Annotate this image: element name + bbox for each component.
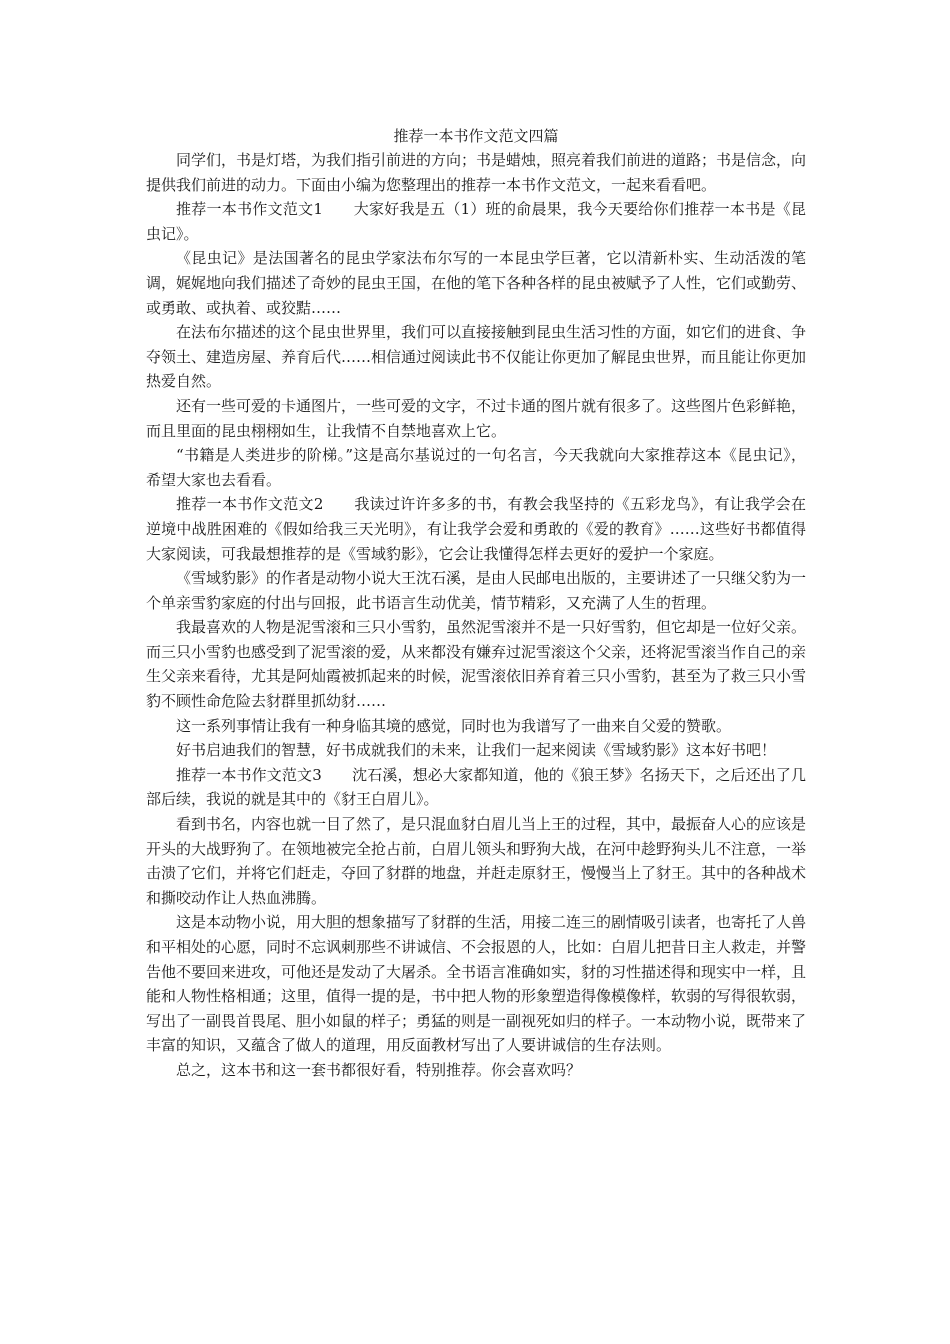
paragraph: 还有一些可爱的卡通图片，一些可爱的文字，不过卡通的图片就有很多了。这些图片色彩鲜艳，而且里面的昆虫栩栩如生，让我情不自禁地喜欢上它。 xyxy=(146,396,807,440)
paragraph: 这是本动物小说，用大胆的想象描写了豺群的生活，用接二连三的剧情吸引读者，也寄托了人兽和平相处的心愿，同时不忘讽刺那些不讲诚信、不会报恩的人，比如：白眉儿把昔日主人救走，并警告他不要回来进攻，可他还是发动了大屠杀。全书语言准确如实，豺的习性描述得和现实中一样，且能和人物性格相通；这里，值得一提的是，书中把人物的形象塑造得像模像样，软弱的写得很软弱，写出了一副畏首畏尾、胆小如鼠的样子；勇猛的则是一副视死如归的样子。一本动物小说，既带来了丰富的知识，又蕴含了做人的道理，用反面教材写出了人要讲诚信的生存法则。 xyxy=(146,913,807,1055)
document-title: 推荐一本书作文范文四篇 xyxy=(393,127,559,145)
paragraph: 看到书名，内容也就一目了然了，是只混血豺白眉儿当上王的过程，其中，最振奋人心的应该是开头的大战野狗了。在领地被完全抢占前，白眉儿领头和野狗大战，在河中趁野狗头儿不注意，一举击溃了它们，并将它们赶走，夺回了豺群的地盘，并赶走原豺王，慢慢当上了豺王。其中的各种战术和撕咬动作让人热血沸腾。 xyxy=(146,815,807,907)
paragraph: 同学们，书是灯塔，为我们指引前进的方向；书是蜡烛，照亮着我们前进的道路；书是信念，向提供我们前进的动力。下面由小编为您整理出的推荐一本书作文范文，一起来看看吧。 xyxy=(146,151,807,194)
paragraph: 好书启迪我们的智慧，好书成就我们的未来，让我们一起来阅读《雪域豹影》这本好书吧！ xyxy=(176,741,777,760)
paragraph: 我最喜欢的人物是泥雪滚和三只小雪豹，虽然泥雪滚并不是一只好雪豹，但它却是一位好父亲。而三只小雪豹也感受到了泥雪滚的爱，从来都没有嫌弃过泥雪滚这个父亲，还将泥雪滚当作自己的亲生父亲来看待，尤其是阿灿霞被抓起来的时候，泥雪滚依旧养育着三只小雪豹，甚至为了救三只小雪豹不顾性命危险去豺群里抓幼豺…… xyxy=(146,618,807,711)
document-body xyxy=(146,148,806,1083)
paragraph: 《昆虫记》是法国著名的昆虫学家法布尔写的一本昆虫学巨著，它以清新朴实、生动活泼的笔调，娓娓地向我们描述了奇妙的昆虫王国，在他的笔下各种各样的昆虫被赋予了人性，它们或勤劳、或勇敢、或执着、或狡黠…… xyxy=(146,249,807,317)
paragraph: 推荐一本书作文范文2 我读过许许多多的书，有教会我坚持的《五彩龙鸟》，有让我学会在逆境中战胜困难的《假如给我三天光明》，有让我学会爱和勇敢的《爱的教育》……这些好书都值得大家阅读，可我最想推荐的是《雪域豹影》，它会让我懂得怎样去更好的爱护一个家庭。 xyxy=(146,495,806,563)
paragraph: 《雪域豹影》的作者是动物小说大王沈石溪，是由人民邮电出版的，主要讲述了一只继父豹为一个单亲雪豹家庭的付出与回报，此书语言生动优美，情节精彩，又充满了人生的哲理。 xyxy=(146,569,807,612)
document-page xyxy=(146,124,806,1083)
paragraph: 推荐一本书作文范文3 沈石溪，想必大家都知道，他的《狼王梦》名扬天下，之后还出了几部后续，我说的就是其中的《豺王白眉儿》。 xyxy=(146,765,806,809)
paragraph: 在法布尔描述的这个昆虫世界里，我们可以直接接触到昆虫生活习性的方面，如它们的进食、争夺领土、建造房屋、养育后代……相信通过阅读此书不仅能让你更加了解昆虫世界，而且能让你更加热爱自然。 xyxy=(146,323,807,391)
paragraph: “书籍是人类进步的阶梯。”这是高尔基说过的一句名言，今天我就向大家推荐这本《昆虫记》，希望大家也去看看。 xyxy=(146,446,806,489)
paragraph: 推荐一本书作文范文1 大家好我是五（1）班的俞晨果，我今天要给你们推荐一本书是《昆虫记》。 xyxy=(146,200,806,243)
paragraph: 总之，这本书和这一套书都很好看，特别推荐。你会喜欢吗？ xyxy=(176,1060,582,1079)
paragraph: 这一系列事情让我有一种身临其境的感觉，同时也为我谱写了一曲来自父爱的赞歌。 xyxy=(176,716,732,735)
